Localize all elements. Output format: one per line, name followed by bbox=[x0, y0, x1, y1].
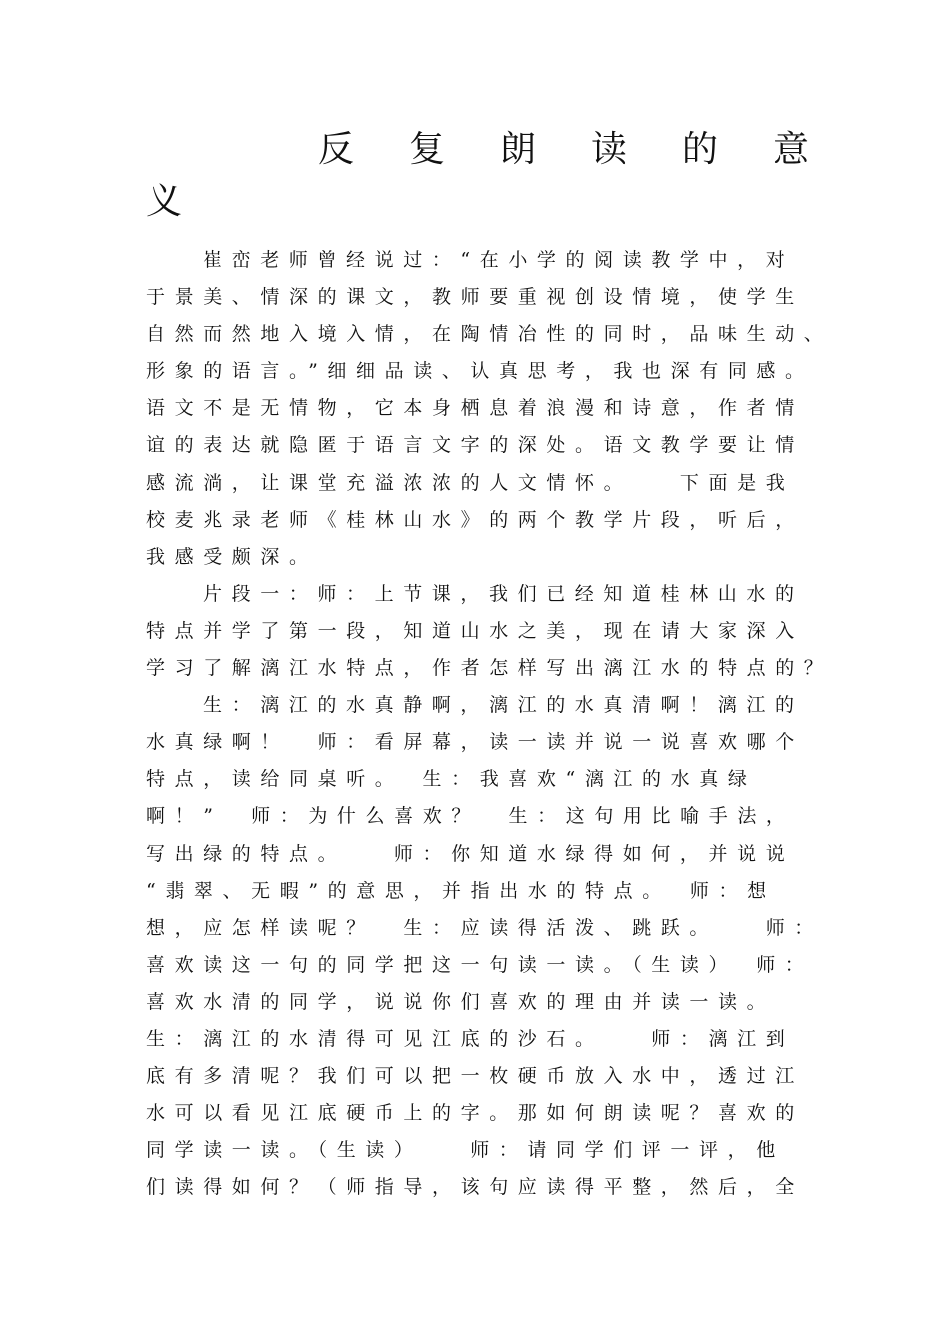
paragraph-line: 特点并学了第一段，知道山水之美，现在请大家深入 bbox=[146, 619, 804, 642]
paragraph-line: 水可以看见江底硬币上的字。那如何朗读呢？喜欢的 bbox=[146, 1102, 804, 1125]
paragraph-line: 学习了解漓江水特点，作者怎样写出漓江水的特点的？ bbox=[146, 657, 833, 680]
paragraph-line: 于景美、情深的课文，教师要重视创设情境，使学生 bbox=[146, 286, 804, 309]
paragraph-line: “翡翠、无暇”的意思，并指出水的特点。 师：想 bbox=[146, 879, 776, 902]
paragraph-line: 喜欢水清的同学，说说你们喜欢的理由并读一读。 bbox=[146, 990, 776, 1013]
paragraph-line: 底有多清呢？我们可以把一枚硬币放入水中，透过江 bbox=[146, 1065, 804, 1088]
paragraph-line: 生：漓江的水清得可见江底的沙石。 师：漓江到 bbox=[146, 1027, 795, 1050]
paragraph-line: 崔峦老师曾经说过：“在小学的阅读教学中，对 bbox=[203, 249, 795, 271]
paragraph-line: 喜欢读这一句的同学把这一句读一读。（生读） 师： bbox=[146, 953, 814, 976]
paragraph-line: 自然而然地入境入情，在陶情冶性的同时，品味生动、 bbox=[146, 323, 833, 346]
document-title-line-2: 义 bbox=[146, 181, 183, 222]
paragraph-line: 语文不是无情物，它本身栖息着浪漫和诗意，作者情 bbox=[146, 397, 804, 420]
document-body bbox=[146, 242, 833, 1206]
paragraph-line: 校麦兆录老师《桂林山水》的两个教学片段，听后， bbox=[146, 508, 804, 531]
paragraph-line: 谊的表达就隐匿于语言文字的深处。语文教学要让情 bbox=[146, 434, 804, 457]
paragraph-line: 形象的语言。”细细品读、认真思考，我也深有同感。 bbox=[146, 360, 814, 383]
paragraph-line: 水真绿啊！ 师：看屏幕，读一读并说一说喜欢哪个 bbox=[146, 731, 804, 754]
paragraph-line: 特点，读给同桌听。 生：我喜欢“漓江的水真绿 bbox=[146, 768, 757, 791]
paragraph-line: 同学读一读。（生读） 师：请同学们评一评，他 bbox=[146, 1139, 785, 1162]
paragraph-line: 感流淌，让课堂充溢浓浓的人文情怀。 下面是我 bbox=[146, 471, 795, 494]
paragraph-line: 我感受颇深。 bbox=[146, 545, 318, 568]
paragraph-line: 片段一：师：上节课，我们已经知道桂林山水的 bbox=[203, 582, 804, 605]
paragraph-line: 啊！” 师：为什么喜欢？ 生：这句用比喻手法， bbox=[146, 805, 795, 828]
paragraph-line: 生：漓江的水真静啊，漓江的水真清啊！漓江的 bbox=[203, 694, 804, 717]
paragraph-line: 想，应怎样读呢？ 生：应读得活泼、跳跃。 师： bbox=[146, 916, 823, 939]
document-title-line-1: 反复朗读的意 bbox=[318, 129, 865, 170]
paragraph-line: 们读得如何？（师指导，该句应读得平整，然后，全 bbox=[146, 1176, 804, 1199]
paragraph-line: 写出绿的特点。 师：你知道水绿得如何，并说说 bbox=[146, 842, 795, 865]
